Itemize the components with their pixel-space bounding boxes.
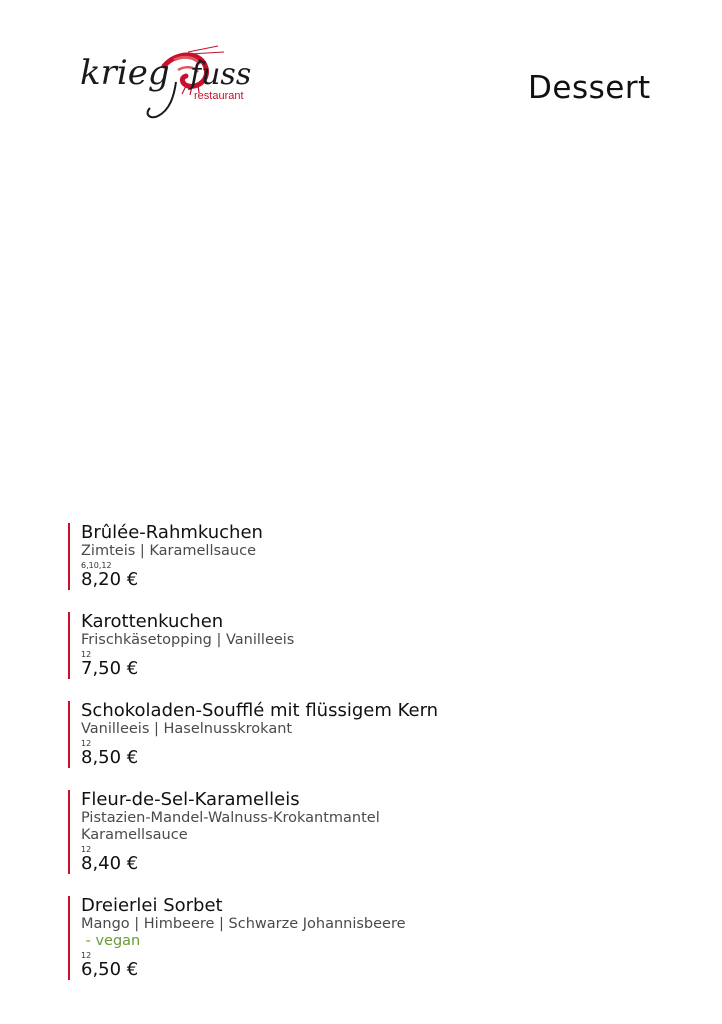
item-name: Dreierlei Sorbet: [81, 895, 223, 916]
item-allergens: 12: [81, 650, 92, 659]
logo-graphic: [78, 44, 258, 120]
item-allergens: 12: [81, 951, 92, 960]
menu-item: [68, 523, 688, 590]
logo-wordmark-left: krieg: [80, 53, 170, 93]
item-allergens: 12: [81, 845, 92, 854]
item-description: Mango | Himbeere | Schwarze Johannisbeere: [81, 916, 406, 932]
logo-wordmark-right: fuss: [190, 57, 252, 92]
menu-item: [68, 612, 688, 679]
item-name: Schokoladen-Soufflé mit flüssigem Kern: [81, 700, 439, 721]
menu-item: [68, 790, 688, 874]
item-price: 8,40 €: [81, 853, 139, 874]
item-price: 6,50 €: [81, 959, 139, 980]
dessert-menu: [68, 523, 688, 1002]
item-description: Zimteis | Karamellsauce: [81, 543, 256, 559]
page-title: Dessert: [528, 70, 651, 106]
item-description: Pistazien-Mandel-Walnuss-Krokantmantel: [81, 810, 380, 826]
item-price: 8,20 €: [81, 569, 139, 590]
item-name: Fleur-de-Sel-Karamelleis: [81, 789, 300, 810]
item-allergens: 6,10,12: [81, 561, 112, 570]
vegan-label: - vegan: [81, 933, 141, 949]
restaurant-logo: [78, 44, 258, 120]
logo-tagline: restaurant: [194, 90, 244, 102]
item-name: Brûlée-Rahmkuchen: [81, 522, 263, 543]
item-name: Karottenkuchen: [81, 611, 224, 632]
item-description: Vanilleeis | Haselnusskrokant: [81, 721, 293, 737]
item-price: 8,50 €: [81, 747, 139, 768]
item-description: Frischkäsetopping | Vanilleeis: [81, 632, 295, 648]
item-allergens: 12: [81, 739, 92, 748]
item-description: Karamellsauce: [81, 827, 188, 843]
item-price: 7,50 €: [81, 658, 139, 679]
menu-item: [68, 701, 688, 768]
menu-item: [68, 896, 688, 980]
